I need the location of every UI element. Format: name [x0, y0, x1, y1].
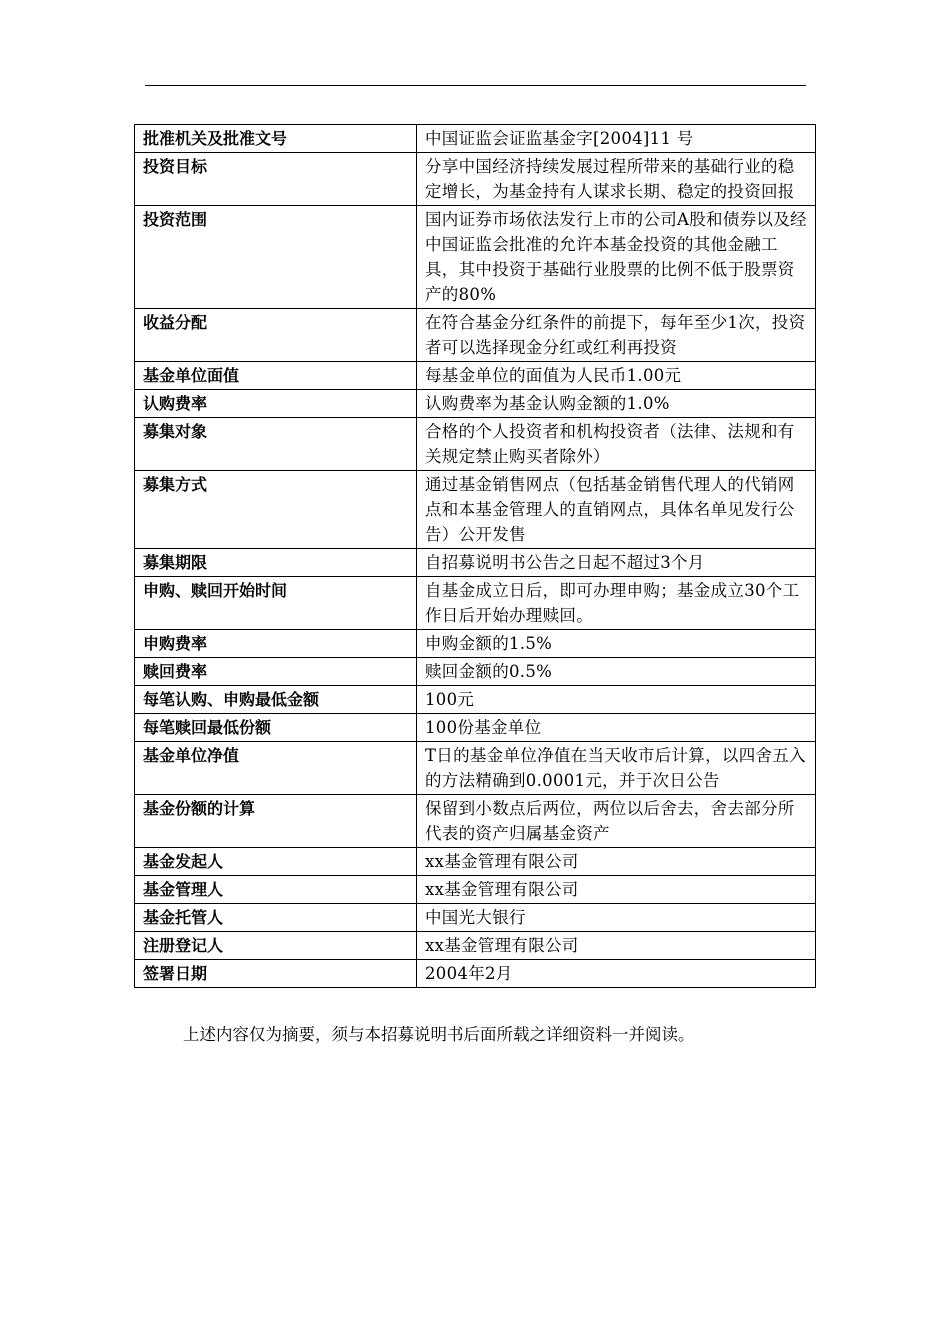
row-value: 国内证券市场依法发行上市的公司A股和债券以及经中国证监会批准的允许本基金投资的其他金融工具，其中投资于基础行业股票的比例不低于股票资产的80%: [417, 206, 816, 309]
table-row: [135, 153, 816, 206]
row-label: 签署日期: [135, 960, 417, 988]
row-value: 100份基金单位: [417, 714, 816, 742]
row-label: 募集对象: [135, 418, 417, 471]
row-value: xx基金管理有限公司: [417, 848, 816, 876]
table-row: [135, 932, 816, 960]
table-row: [135, 471, 816, 549]
row-value: xx基金管理有限公司: [417, 876, 816, 904]
row-label: 基金单位净值: [135, 742, 417, 795]
row-value: 通过基金销售网点（包括基金销售代理人的代销网点和本基金管理人的直销网点，具体名单见发行公告）公开发售: [417, 471, 816, 549]
table-row: [135, 630, 816, 658]
table-row: [135, 549, 816, 577]
row-label: 申购费率: [135, 630, 417, 658]
fund-summary-table: [134, 124, 816, 988]
table-row: [135, 848, 816, 876]
row-value: 保留到小数点后两位，两位以后舍去，舍去部分所代表的资产归属基金资产: [417, 795, 816, 848]
row-label: 投资目标: [135, 153, 417, 206]
row-label: 申购、赎回开始时间: [135, 577, 417, 630]
table-row: [135, 309, 816, 362]
row-label: 募集期限: [135, 549, 417, 577]
row-value: 自基金成立日后，即可办理申购；基金成立30个工作日后开始办理赎回。: [417, 577, 816, 630]
row-label: 每笔认购、申购最低金额: [135, 686, 417, 714]
table-row: [135, 390, 816, 418]
row-label: 基金发起人: [135, 848, 417, 876]
header-rule: [145, 85, 806, 86]
table-row: [135, 795, 816, 848]
row-value: 自招募说明书公告之日起不超过3个月: [417, 549, 816, 577]
row-label: 基金单位面值: [135, 362, 417, 390]
row-label: 投资范围: [135, 206, 417, 309]
row-value: 赎回金额的0.5%: [417, 658, 816, 686]
row-label: 基金份额的计算: [135, 795, 417, 848]
row-value: 申购金额的1.5%: [417, 630, 816, 658]
row-label: 每笔赎回最低份额: [135, 714, 417, 742]
row-value: 认购费率为基金认购金额的1.0%: [417, 390, 816, 418]
summary-footnote: 上述内容仅为摘要，须与本招募说明书后面所载之详细资料一并阅读。: [183, 1025, 695, 1044]
row-label: 赎回费率: [135, 658, 417, 686]
row-value: 中国光大银行: [417, 904, 816, 932]
row-value: 每基金单位的面值为人民币1.00元: [417, 362, 816, 390]
table-row: [135, 686, 816, 714]
row-value: 分享中国经济持续发展过程所带来的基础行业的稳定增长，为基金持有人谋求长期、稳定的投资回报: [417, 153, 816, 206]
row-value: 100元: [417, 686, 816, 714]
row-label: 认购费率: [135, 390, 417, 418]
row-value: xx基金管理有限公司: [417, 932, 816, 960]
row-label: 基金托管人: [135, 904, 417, 932]
table-row: [135, 206, 816, 309]
row-value: 合格的个人投资者和机构投资者（法律、法规和有关规定禁止购买者除外）: [417, 418, 816, 471]
row-value: T日的基金单位净值在当天收市后计算，以四舍五入的方法精确到0.0001元，并于次日公告: [417, 742, 816, 795]
table-row: [135, 904, 816, 932]
table-row: [135, 876, 816, 904]
row-label: 募集方式: [135, 471, 417, 549]
table-row: [135, 577, 816, 630]
table-row: [135, 362, 816, 390]
table-row: [135, 742, 816, 795]
row-value: 中国证监会证监基金字[2004]11 号: [417, 125, 816, 153]
table-row: [135, 418, 816, 471]
table-row: [135, 658, 816, 686]
row-value: 2004年2月: [417, 960, 816, 988]
row-value: 在符合基金分红条件的前提下，每年至少1次，投资者可以选择现金分红或红利再投资: [417, 309, 816, 362]
row-label: 批准机关及批准文号: [135, 125, 417, 153]
table-row: [135, 960, 816, 988]
row-label: 收益分配: [135, 309, 417, 362]
table-row: [135, 125, 816, 153]
row-label: 注册登记人: [135, 932, 417, 960]
table-row: [135, 714, 816, 742]
row-label: 基金管理人: [135, 876, 417, 904]
